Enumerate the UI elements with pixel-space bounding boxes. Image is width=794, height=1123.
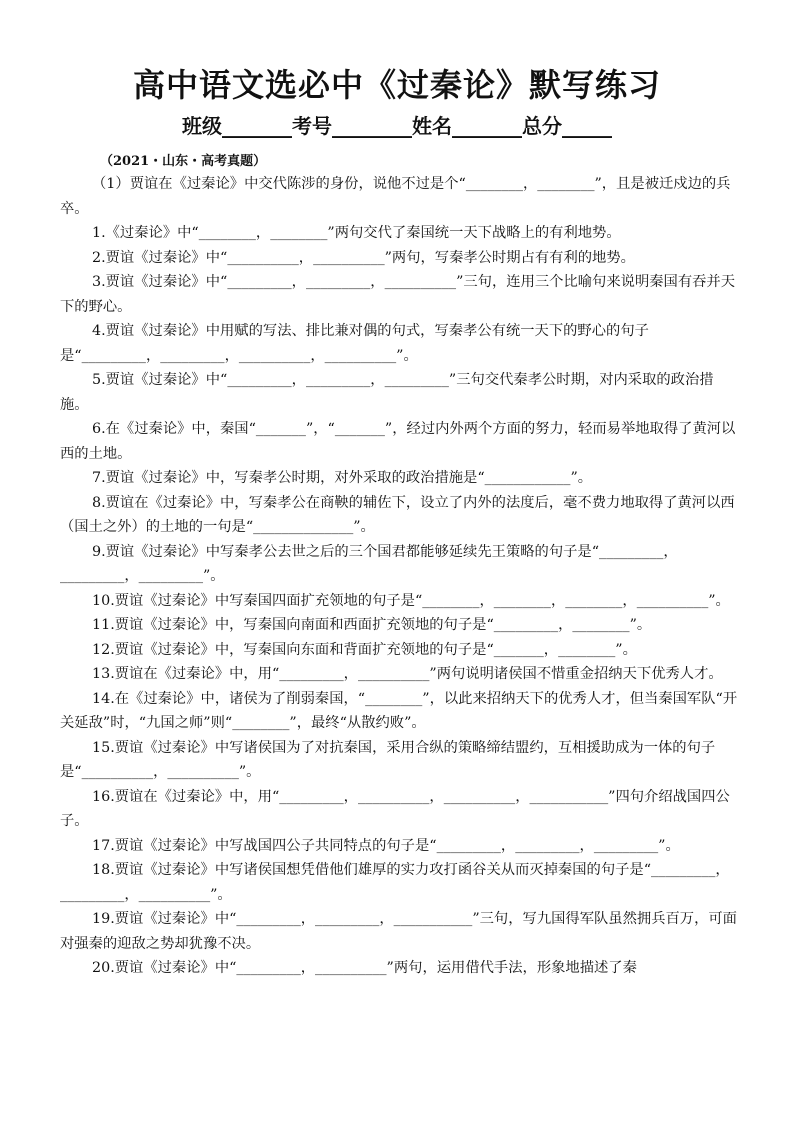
- question-item: 2.贾谊《过秦论》中“__________，__________”两句，写秦孝公时期占有有利的地势。: [92, 249, 635, 266]
- question-item: （1）贾谊在《过秦论》中交代陈涉的身份，说他不过是个“________，________”，且是被迁戍边的兵卒。: [60, 176, 731, 217]
- question-item: 18.贾谊《过秦论》中写诸侯国想凭借他们雄厚的实力攻打函谷关从而灭掉秦国的句子是“_________，_________，__________”。: [60, 862, 730, 903]
- question-item: 7.贾谊《过秦论》中，写秦孝公时期，对外采取的政治措施是“____________”。: [92, 470, 593, 486]
- question-list: [60, 172, 740, 981]
- page-title: 高中语文选必中《过秦论》默写练习: [132, 66, 661, 104]
- question-item: 4.贾谊《过秦论》中用赋的写法、排比兼对偶的句式，写秦孝公有统一天下的野心的句子是“_________，_________，__________，__________”。: [60, 323, 649, 364]
- question-item: 10.贾谊《过秦论》中写秦国四面扩充领地的句子是“________，________，________，__________”。: [92, 592, 730, 609]
- question-item: 14.在《过秦论》中，诸侯为了削弱秦国，“________”，以此来招纳天下的优秀人才，但当秦国军队“开关延敌”时，“九国之师”则“________”，最终“从散约败”。: [60, 690, 738, 731]
- question-item: 8.贾谊在《过秦论》中，写秦孝公在商鞅的辅佐下，设立了内外的法度后，毫不费力地取得了黄河以西（国土之外）的土地的一句是“______________”。: [60, 494, 735, 535]
- question-item: 15.贾谊《过秦论》中写诸侯国为了对抗秦国，采用合纵的策略缔结盟约，互相援助成为一体的句子是“__________，__________”。: [60, 739, 716, 780]
- question-item: 16.贾谊在《过秦论》中，用“_________，__________，__________，___________”四句介绍战国四公子。: [60, 788, 730, 829]
- question-item: 5.贾谊《过秦论》中“_________，_________，_________”三句交代秦孝公时期，对内采取的政治措施。: [60, 372, 714, 413]
- student-info-line: 班级_______考号________姓名_______总分_____: [182, 114, 612, 138]
- question-item: 9.贾谊《过秦论》中写秦孝公去世之后的三个国君都能够延续先王策略的句子是“_________，_________，_________”。: [60, 543, 678, 584]
- question-item: 19.贾谊《过秦论》中“_________，_________，___________”三句，写九国得军队虽然拥兵百万，可面对强秦的迎敌之势却犹豫不决。: [60, 911, 737, 952]
- question-item: 1.《过秦论》中“________，________”两句交代了秦国统一天下战略上的有利地势。: [92, 225, 621, 241]
- question-item: 17.贾谊《过秦论》中写战国四公子共同特点的句子是“_________，_________，_________”。: [92, 837, 680, 854]
- question-item: 11.贾谊《过秦论》中，写秦国向南面和西面扩充领地的句子是“_________，________”。: [92, 617, 652, 633]
- question-item: 13.贾谊在《过秦论》中，用“_________，__________”两句说明诸侯国不惜重金招纳天下优秀人才。: [92, 666, 723, 682]
- section-label: （2021・山东・高考真题）: [100, 154, 267, 169]
- question-item: 12.贾谊《过秦论》中，写秦国向东面和背面扩充领地的句子是“_______，________”。: [92, 641, 637, 658]
- question-item: 3.贾谊《过秦论》中“_________，_________，__________”三句，连用三个比喻句来说明秦国有吞并天下的野心。: [60, 274, 736, 315]
- question-item: 20.贾谊《过秦论》中“_________，__________”两句，运用借代手法，形象地描述了秦: [92, 960, 637, 976]
- question-item: 6.在《过秦论》中，秦国“_______”，“_______”，经过内外两个方面的努力，轻而易举地取得了黄河以西的土地。: [60, 421, 736, 462]
